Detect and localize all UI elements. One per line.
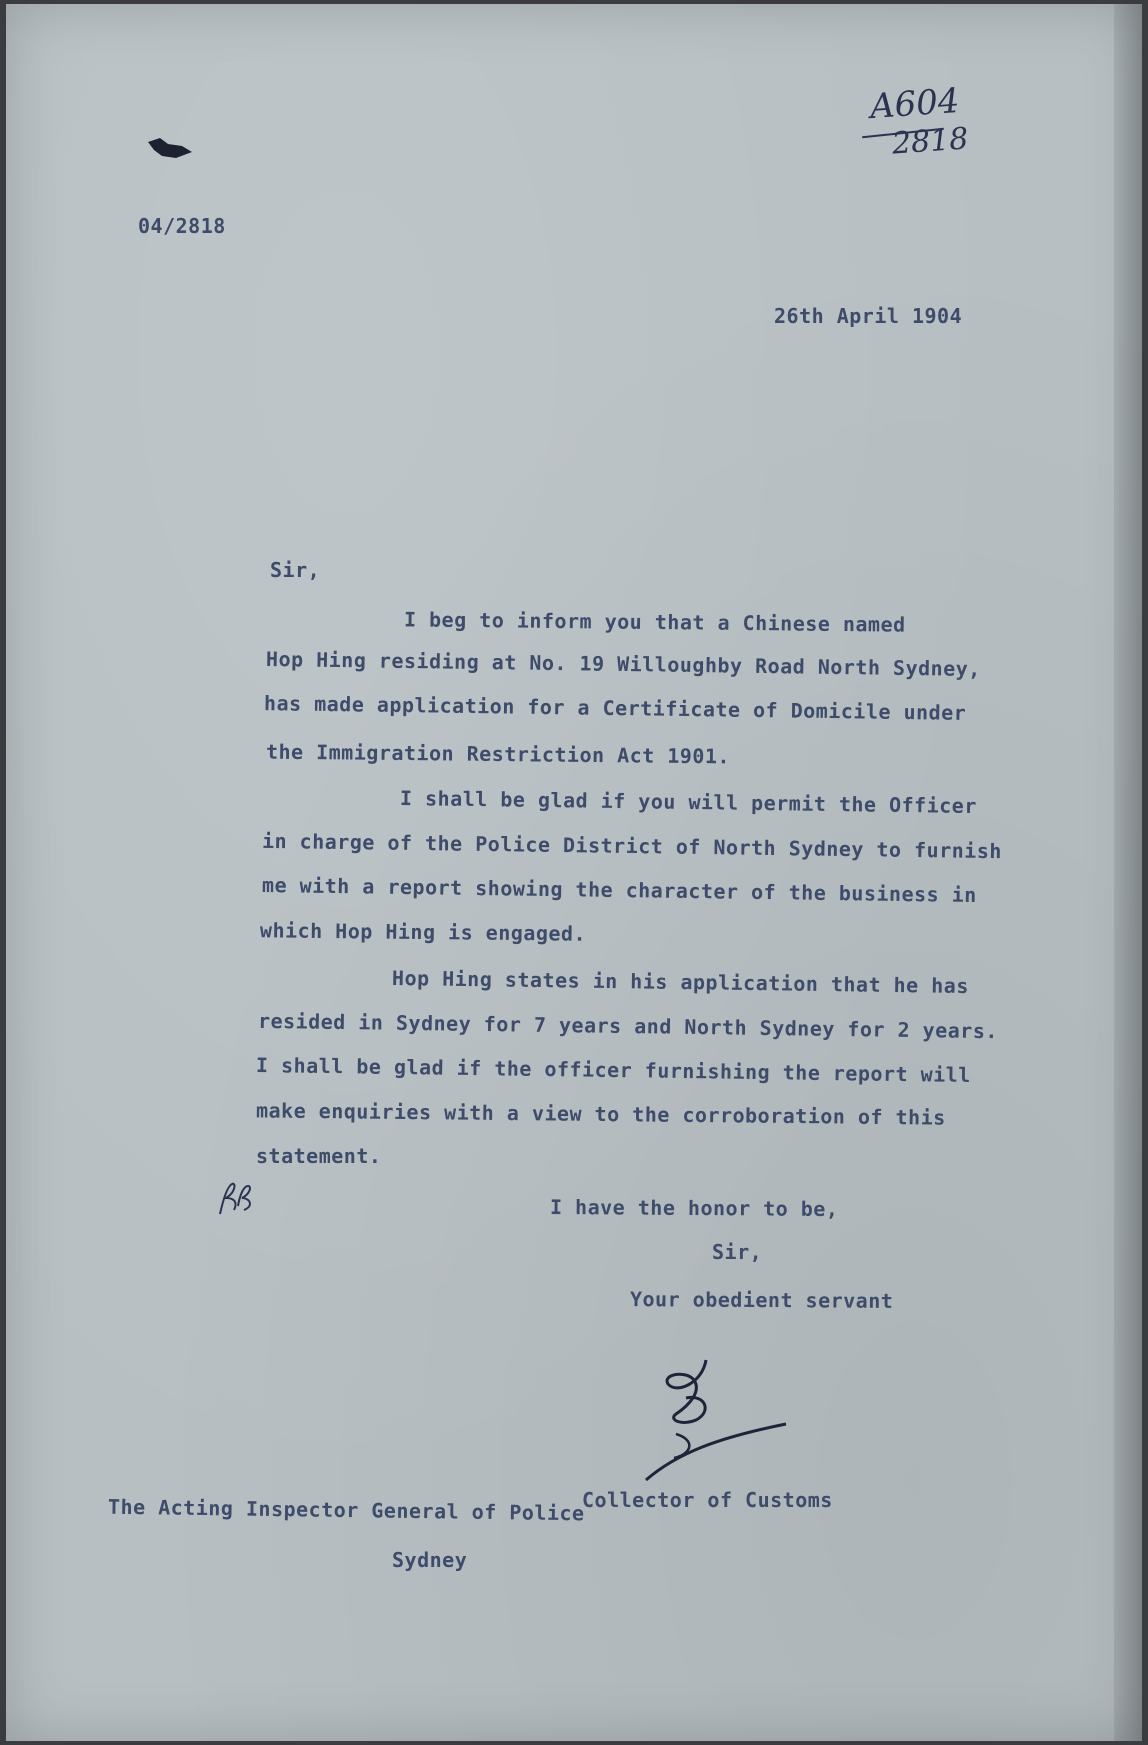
body-line: the Immigration Restriction Act 1901. (265, 739, 731, 769)
body-line: make enquiries with a view to the corroboration of this (255, 1098, 946, 1130)
closing-line: I have the honor to be, (549, 1194, 839, 1222)
body-line: I shall be glad if the officer furnishing the report will (255, 1053, 971, 1087)
body-line: me with a report showing the character of the business in (261, 873, 977, 907)
addressee-city: Sydney (392, 1548, 468, 1572)
body-line: I beg to inform you that a Chinese named (403, 607, 906, 637)
body-line: in charge of the Police District of North Sydney to furnish (261, 828, 1003, 864)
page-edge-shadow (1114, 4, 1142, 1741)
body-line: I shall be glad if you will permit the Officer (399, 785, 978, 819)
body-line: resided in Sydney for 7 years and North Sydney for 2 years. (257, 1008, 999, 1044)
ink-blot-mark (146, 136, 196, 166)
closing-line: Sir, (712, 1240, 763, 1264)
body-line: Hop Hing residing at No. 19 Willoughby Road North Sydney, (265, 647, 981, 681)
signature-title: Collector of Customs (582, 1488, 833, 1512)
letter-date: 26th April 1904 (774, 304, 963, 328)
file-number: 04/2818 (138, 214, 226, 238)
handwritten-reference-top: A604 (868, 80, 961, 128)
document-page (6, 4, 1142, 1741)
body-line: which Hop Hing is engaged. (259, 918, 587, 946)
body-line: has made application for a Certificate of Domicile under (263, 691, 967, 725)
body-line: Hop Hing states in his application that he has (391, 965, 970, 999)
closing-line: Your obedient servant (629, 1287, 894, 1313)
handwritten-signature (616, 1354, 796, 1484)
handwritten-reference-bottom: 2818 (890, 121, 970, 162)
salutation: Sir, (270, 558, 321, 582)
body-line: statement. (256, 1144, 382, 1168)
handwritten-initials (214, 1176, 258, 1220)
addressee-line: The Acting Inspector General of Police (107, 1494, 585, 1526)
